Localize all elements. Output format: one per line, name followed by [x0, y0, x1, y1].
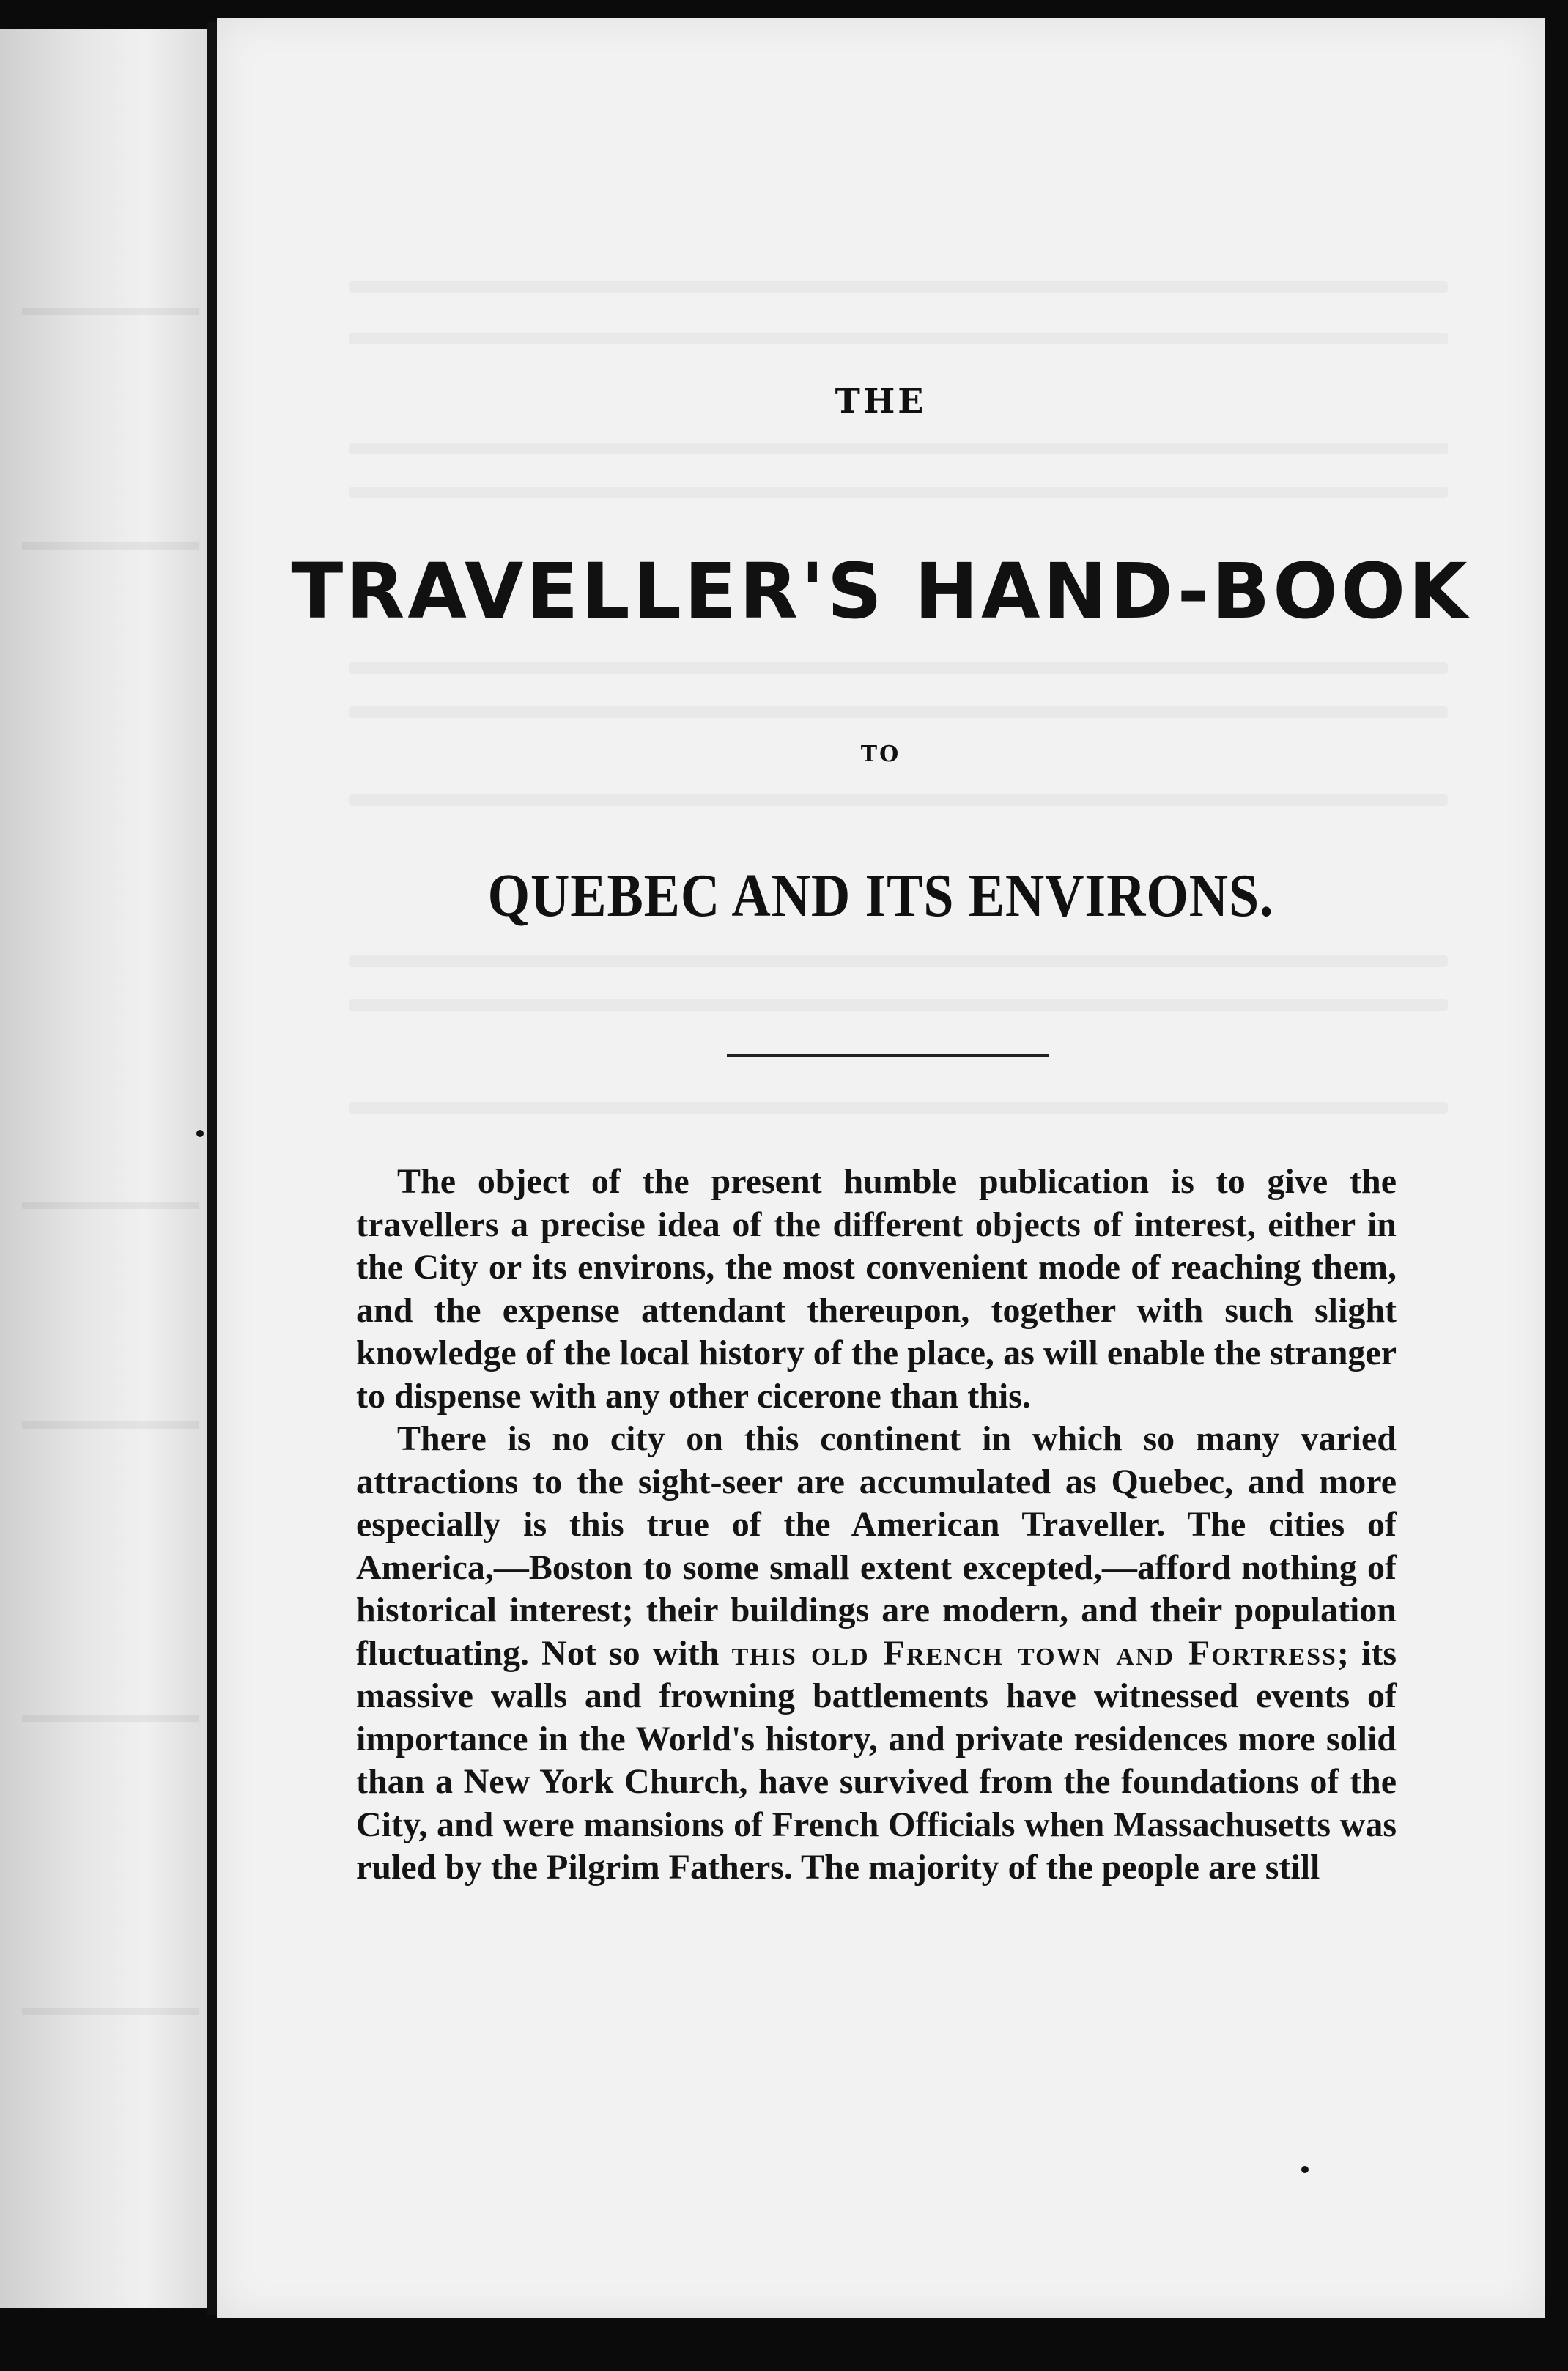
body-text	[356, 1161, 1397, 1890]
bleed-through-line	[349, 281, 1448, 293]
bleed-through-line	[22, 308, 199, 315]
paragraph-2-text-after: ; its massive walls and frowning battlements have witnessed events of importance in the World's history, and private residences more solid than a New York Church, have survived from the foundations of the City, and were mansions of French Officials when Massachusetts was ruled by the Pilgrim Fathers. The majority of the people are still	[356, 1633, 1397, 1887]
bleed-through-line	[22, 542, 199, 550]
bleed-through-line	[349, 333, 1448, 344]
ink-speck	[196, 1130, 204, 1137]
bleed-through-line	[349, 955, 1448, 967]
bleed-through-line	[349, 443, 1448, 454]
book-page	[217, 18, 1545, 2318]
bleed-through-line	[22, 1421, 199, 1429]
bleed-through-line	[22, 1715, 199, 1722]
divider-rule	[727, 1054, 1049, 1057]
paragraph-2	[356, 1418, 1397, 1890]
title-the: THE	[835, 381, 927, 421]
paragraph-1: The object of the present humble publication is to give the travellers a precise idea of the different objects of interest, either in the City or its environs, the most convenient mode of reaching them, and the expense attendant thereupon, together with such slight knowledge of the local history of the place, as will enable the stranger to dispense with any other cicerone than this.	[356, 1162, 1397, 1416]
bleed-through-line	[349, 794, 1448, 806]
title-to: TO	[860, 741, 901, 767]
bleed-through-line	[349, 662, 1448, 674]
bleed-through-line	[349, 999, 1448, 1011]
subtitle: QUEBEC AND ITS ENVIRONS.	[487, 862, 1274, 930]
book-spine	[207, 22, 217, 2315]
bleed-through-line	[349, 1102, 1448, 1114]
main-title: TRAVELLER'S HAND-BOOK	[291, 547, 1471, 636]
bleed-through-line	[349, 487, 1448, 498]
bleed-through-line	[22, 2008, 199, 2015]
bleed-through-line	[22, 1202, 199, 1209]
ink-speck	[1301, 2166, 1309, 2173]
bleed-through-line	[349, 706, 1448, 718]
paragraph-2-text-before: There is no city on this continent in which so many varied attractions to the sight-seer are accumulated as Quebec, and more especially is this true of the American Traveller. The cities of America,—Boston to some small extent excepted,—afford nothing of historical interest; their buildings are modern, and their population fluctuating. Not so with	[356, 1419, 1397, 1673]
previous-page-edge	[0, 29, 207, 2308]
paragraph-2-small-caps: this old French town and Fortress	[731, 1633, 1337, 1673]
